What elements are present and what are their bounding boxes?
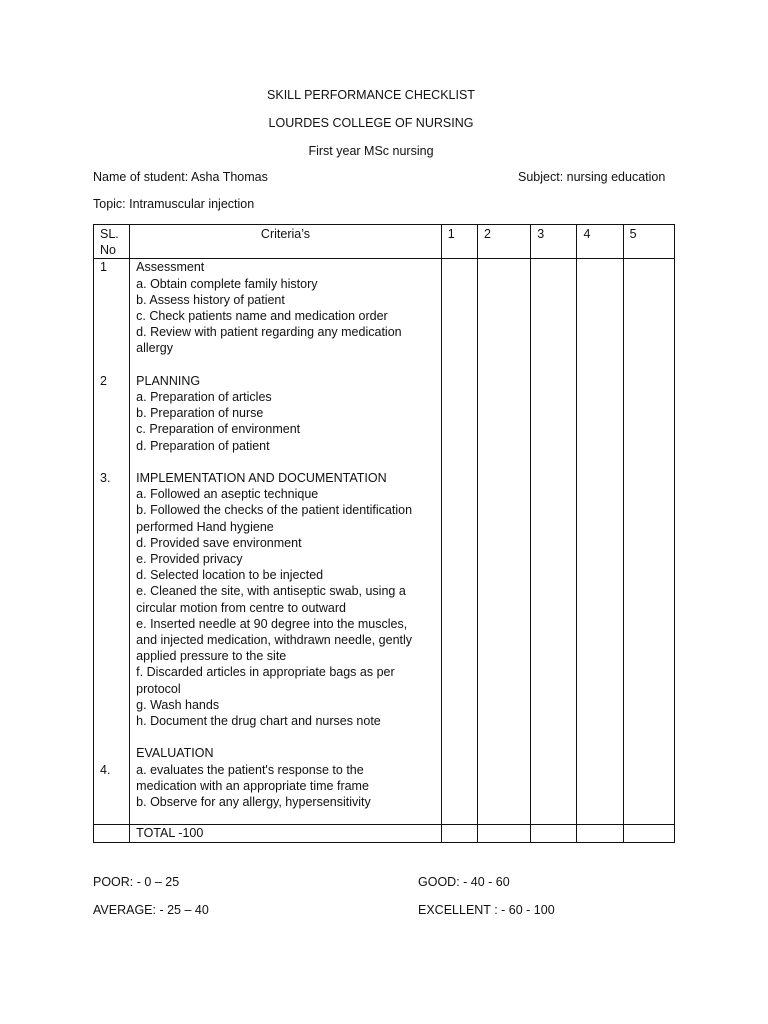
criteria-heading: PLANNING (136, 373, 201, 388)
score-cell-5[interactable] (623, 259, 674, 825)
grade-excellent: EXCELLENT : - 60 - 100 (418, 903, 555, 917)
sl-spacer (100, 324, 129, 340)
criteria-item: protocol (136, 681, 181, 696)
sl-spacer (100, 745, 129, 761)
score-cell-1[interactable] (441, 259, 477, 825)
section-gap (100, 357, 129, 373)
table-row-total (94, 825, 675, 843)
criteria-item: b. Followed the checks of the patient identification (136, 503, 413, 518)
total-score-cell-5[interactable] (623, 825, 674, 843)
section-gap (136, 729, 439, 745)
criteria-section (136, 259, 439, 356)
criteria-item: d. Selected location to be injected (136, 568, 324, 583)
sl-spacer (100, 583, 129, 599)
section-gap (136, 454, 439, 470)
total-score-cell-4[interactable] (577, 825, 623, 843)
criteria-section (136, 373, 439, 454)
criteria-section (136, 470, 439, 729)
criteria-section (136, 745, 439, 810)
sl-spacer (100, 389, 129, 405)
criteria-column (130, 259, 442, 825)
criteria-item: b. Assess history of patient (136, 292, 285, 307)
sl-number: 2 (100, 373, 107, 388)
criteria-item: g. Wash hands (136, 697, 220, 712)
sl-spacer (100, 616, 129, 632)
header-score-3: 3 (531, 225, 577, 259)
criteria-heading: EVALUATION (136, 746, 214, 761)
criteria-heading: IMPLEMENTATION AND DOCUMENTATION (136, 471, 387, 486)
sl-number-column (94, 259, 130, 825)
criteria-item: d. Review with patient regarding any medication (136, 325, 402, 340)
grade-good: GOOD: - 40 - 60 (418, 875, 510, 889)
sl-spacer (100, 438, 129, 454)
sl-spacer (100, 502, 129, 518)
sl-spacer (100, 794, 129, 810)
header-score-4: 4 (577, 225, 623, 259)
criteria-item: e. Inserted needle at 90 degree into the muscles, (136, 616, 408, 631)
criteria-item: e. Provided privacy (136, 552, 243, 567)
college-name: LOURDES COLLEGE OF NURSING (268, 116, 474, 130)
sl-spacer (100, 778, 129, 794)
sl-spacer (100, 276, 129, 292)
sl-spacer (100, 486, 129, 502)
checklist-table (93, 224, 675, 843)
score-cell-4[interactable] (577, 259, 623, 825)
total-sl-cell (94, 825, 130, 843)
criteria-item: a. Obtain complete family history (136, 276, 318, 291)
sl-spacer (100, 664, 129, 680)
criteria-item: medication with an appropriate time frame (136, 778, 369, 793)
sl-number: 1 (100, 260, 107, 275)
header-sl-no-text: SL. No (100, 227, 119, 258)
sl-spacer (100, 535, 129, 551)
criteria-item: a. Followed an aseptic technique (136, 487, 319, 502)
section-gap (100, 729, 129, 745)
topic-label: Topic: Intramuscular injection (93, 197, 255, 211)
sl-spacer (100, 567, 129, 583)
table-row-criteria (94, 259, 675, 825)
score-cell-3[interactable] (531, 259, 577, 825)
sl-spacer (100, 519, 129, 535)
score-cell-2[interactable] (477, 259, 530, 825)
criteria-item: e. Cleaned the site, with antiseptic swab, using a (136, 584, 406, 599)
criteria-item: f. Discarded articles in appropriate bags as per (136, 665, 395, 680)
section-gap (136, 357, 439, 373)
sl-spacer (100, 308, 129, 324)
sl-spacer (100, 713, 129, 729)
header-sl-no (94, 225, 130, 259)
criteria-heading: Assessment (136, 260, 205, 275)
criteria-item: b. Preparation of nurse (136, 406, 264, 421)
sl-section (100, 470, 129, 729)
sl-number: 3. (100, 471, 111, 486)
criteria-item: d. Preparation of patient (136, 438, 270, 453)
sl-spacer (100, 697, 129, 713)
sl-spacer (100, 340, 129, 356)
subject-label: Subject: nursing education (518, 170, 666, 184)
criteria-item: a. evaluates the patient's response to the (136, 762, 364, 777)
sl-spacer (100, 600, 129, 616)
header-score-5: 5 (623, 225, 674, 259)
criteria-item: a. Preparation of articles (136, 390, 272, 405)
criteria-item: d. Provided save environment (136, 535, 302, 550)
student-name: Name of student: Asha Thomas (93, 170, 268, 184)
sl-spacer (100, 292, 129, 308)
header-criteria: Criteria’s (130, 225, 442, 259)
course-name: First year MSc nursing (308, 144, 434, 158)
grade-poor: POOR: - 0 – 25 (93, 875, 180, 889)
criteria-item: c. Preparation of environment (136, 422, 301, 437)
criteria-item: allergy (136, 341, 173, 356)
sl-section (100, 259, 129, 356)
sl-spacer (100, 632, 129, 648)
criteria-item: and injected medication, withdrawn needle, gently (136, 633, 413, 648)
sl-number: 4. (100, 762, 111, 777)
total-score-cell-2[interactable] (477, 825, 530, 843)
criteria-item: b. Observe for any allergy, hypersensitivity (136, 795, 371, 810)
header-score-2: 2 (477, 225, 530, 259)
sl-spacer (100, 681, 129, 697)
sl-spacer (100, 405, 129, 421)
total-score-cell-1[interactable] (441, 825, 477, 843)
grade-average: AVERAGE: - 25 – 40 (93, 903, 209, 917)
criteria-item: applied pressure to the site (136, 649, 287, 664)
checklist-title: SKILL PERFORMANCE CHECKLIST (267, 88, 475, 102)
criteria-item: circular motion from centre to outward (136, 600, 346, 615)
sl-spacer (100, 421, 129, 437)
header-score-1: 1 (441, 225, 477, 259)
criteria-item: c. Check patients name and medication order (136, 309, 388, 324)
sl-spacer (100, 551, 129, 567)
sl-spacer (100, 648, 129, 664)
total-label: TOTAL -100 (130, 825, 442, 843)
total-score-cell-3[interactable] (531, 825, 577, 843)
criteria-item: performed Hand hygiene (136, 519, 274, 534)
criteria-item: h. Document the drug chart and nurses note (136, 714, 381, 729)
section-gap (100, 454, 129, 470)
sl-section (100, 745, 129, 810)
sl-section (100, 373, 129, 454)
table-header-row (94, 225, 675, 259)
